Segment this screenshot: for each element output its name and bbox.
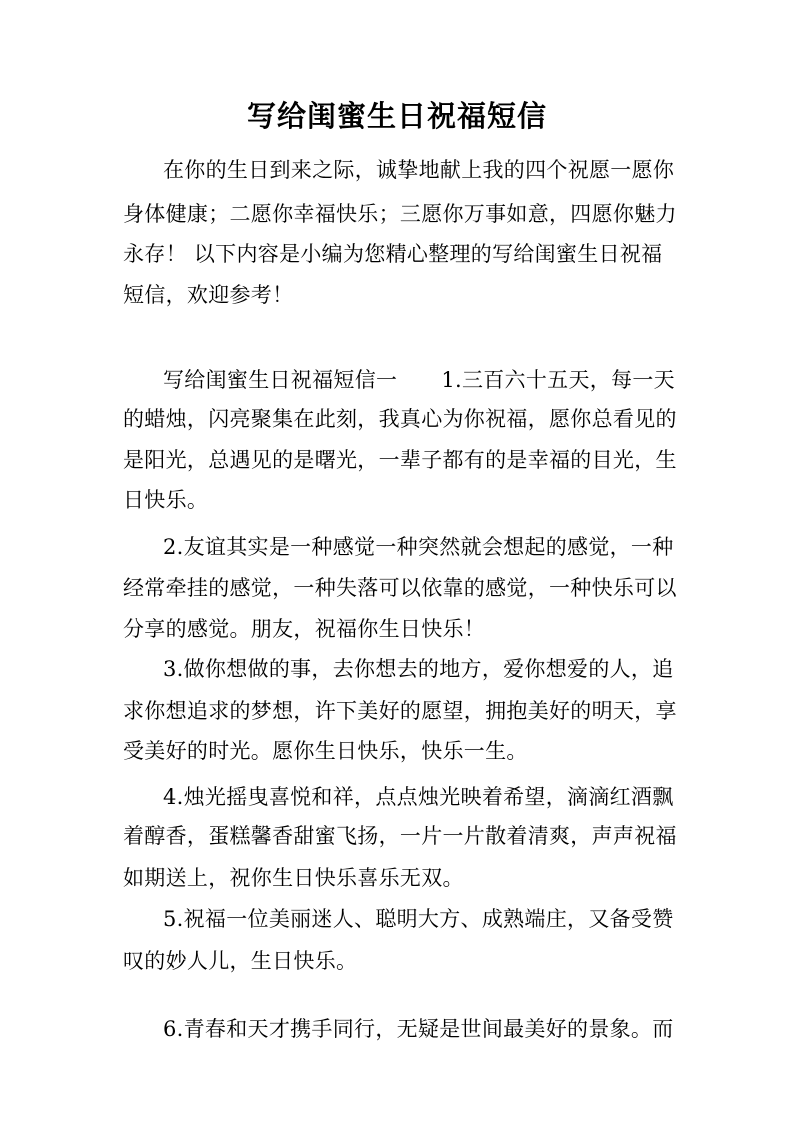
item-line: 求你想追求的梦想，许下美好的愿望，拥抱美好的明天，享 [123, 699, 677, 723]
item-line: 3.做你想做的事，去你想去的地方，爱你想爱的人，追 [163, 657, 674, 681]
item-line: 叹的妙人儿，生日快乐。 [123, 949, 358, 973]
page-title: 写给闺蜜生日祝福短信 [246, 99, 547, 133]
item-line: 5.祝福一位美丽迷人、聪明大方、成熟端庄，又备受赞 [163, 907, 674, 931]
item-line: 1.三百六十五天，每一天 [441, 368, 675, 392]
item-line: 的蜡烛，闪亮聚集在此刻，我真心为你祝福，愿你总看见的 [123, 407, 677, 431]
intro-line: 身体健康；二愿你幸福快乐；三愿你万事如意，四愿你魅力 [123, 202, 677, 226]
item-line: 分享的感觉。朋友，祝福你生日快乐！ [123, 617, 486, 641]
item-line: 是阳光，总遇见的是曙光，一辈子都有的是幸福的目光，生 [123, 448, 677, 472]
section-first-line [163, 366, 675, 394]
intro-line: 短信，欢迎参考！ [123, 283, 294, 307]
item-line: 6.青春和天才携手同行，无疑是世间最美好的景象。而 [163, 1017, 674, 1041]
item-line: 日快乐。 [123, 488, 209, 512]
item-line: 着醇香，蛋糕馨香甜蜜飞扬，一片一片散着清爽，声声祝福 [123, 824, 677, 848]
item-line: 受美好的时光。愿你生日快乐，快乐一生。 [123, 739, 528, 763]
item-line: 如期送上，祝你生日快乐喜乐无双。 [123, 866, 464, 890]
intro-line: 在你的生日到来之际，诚挚地献上我的四个祝愿一愿你 [163, 158, 675, 182]
item-line: 2.友谊其实是一种感觉一种突然就会想起的感觉，一种 [163, 535, 674, 559]
item-line: 经常牵挂的感觉，一种失落可以依靠的感觉，一种快乐可以 [123, 576, 677, 600]
item-line: 4.烛光摇曳喜悦和祥，点点烛光映着希望，滴滴红酒飘 [163, 785, 674, 809]
section-heading: 写给闺蜜生日祝福短信一 [163, 368, 398, 392]
intro-line: 永存！ 以下内容是小编为您精心整理的写给闺蜜生日祝福 [123, 242, 663, 266]
